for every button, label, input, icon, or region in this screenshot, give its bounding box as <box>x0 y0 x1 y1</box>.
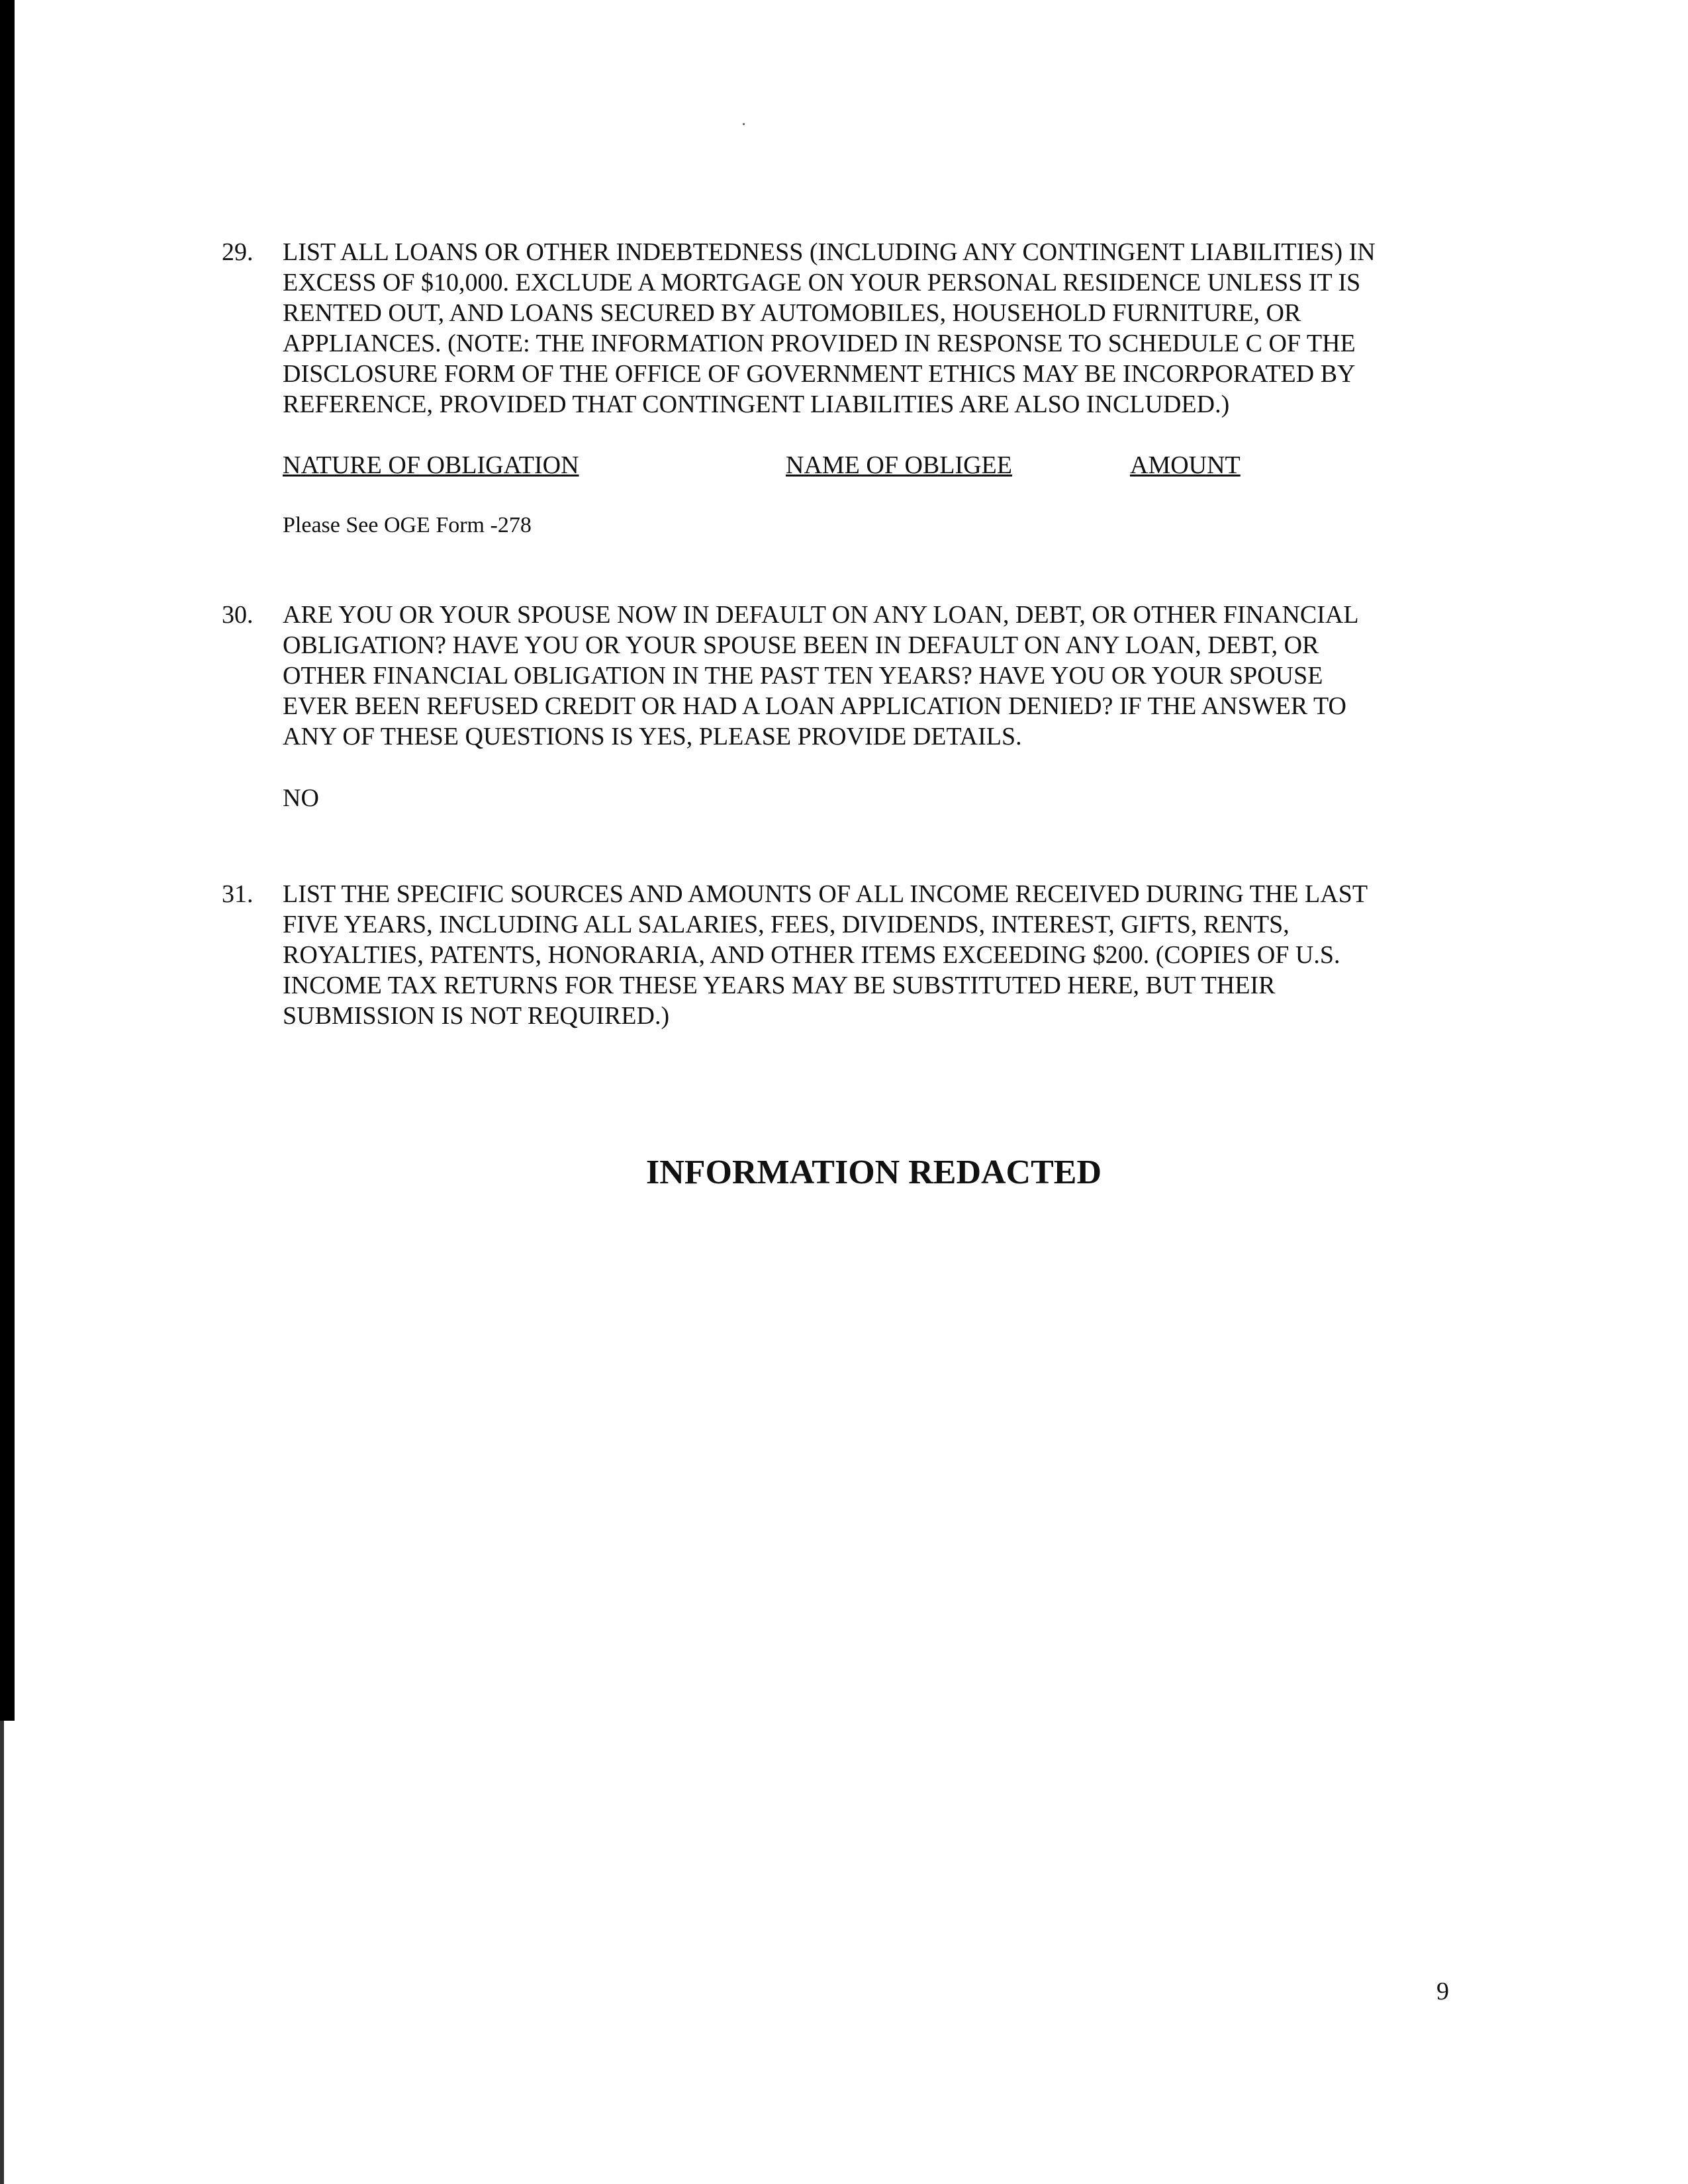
question-line: OTHER FINANCIAL OBLIGATION IN THE PAST TEN YEARS? HAVE YOU OR YOUR SPOUSE <box>283 662 1323 690</box>
question-line: SUBMISSION IS NOT REQUIRED.) <box>283 1002 670 1030</box>
question-text <box>283 600 1461 752</box>
column-header-nature-of-obligation: NATURE OF OBLIGATION <box>283 451 579 479</box>
question-line: EVER BEEN REFUSED CREDIT OR HAD A LOAN APPLICATION DENIED? IF THE ANSWER TO <box>283 692 1346 720</box>
scan-border-edge <box>0 0 15 1721</box>
obligation-column-headers <box>283 450 1342 480</box>
scan-border-edge-lower <box>0 1721 4 2184</box>
question-line: APPLIANCES. (NOTE: THE INFORMATION PROVIDED IN RESPONSE TO SCHEDULE C OF THE <box>283 330 1356 357</box>
page-number: 9 <box>1436 1978 1449 2005</box>
question-line: OBLIGATION? HAVE YOU OR YOUR SPOUSE BEEN IN DEFAULT ON ANY LOAN, DEBT, OR <box>283 631 1319 659</box>
question-number: 29. <box>222 238 254 266</box>
column-header-amount: AMOUNT <box>1130 451 1241 479</box>
question-line: RENTED OUT, AND LOANS SECURED BY AUTOMOBILES, HOUSEHOLD FURNITURE, OR <box>283 299 1301 327</box>
answer-29: Please See OGE Form -278 <box>283 513 532 537</box>
question-line: EXCESS OF $10,000. EXCLUDE A MORTGAGE ON YOUR PERSONAL RESIDENCE UNLESS IT IS <box>283 269 1361 296</box>
scan-speck <box>743 123 745 125</box>
question-line: DISCLOSURE FORM OF THE OFFICE OF GOVERNMENT ETHICS MAY BE INCORPORATED BY <box>283 360 1356 388</box>
question-line: FIVE YEARS, INCLUDING ALL SALARIES, FEES, DIVIDENDS, INTEREST, GIFTS, RENTS, <box>283 911 1289 938</box>
question-line: REFERENCE, PROVIDED THAT CONTINGENT LIABILITIES ARE ALSO INCLUDED.) <box>283 390 1230 418</box>
question-line: ARE YOU OR YOUR SPOUSE NOW IN DEFAULT ON ANY LOAN, DEBT, OR OTHER FINANCIAL <box>283 601 1359 629</box>
question-text <box>283 237 1461 420</box>
question-line: INCOME TAX RETURNS FOR THESE YEARS MAY BE SUBSTITUTED HERE, BUT THEIR <box>283 972 1276 999</box>
question-line: LIST THE SPECIFIC SOURCES AND AMOUNTS OF ALL INCOME RECEIVED DURING THE LAST <box>283 880 1368 908</box>
column-header-name-of-obligee: NAME OF OBLIGEE <box>786 451 1012 479</box>
question-line: ANY OF THESE QUESTIONS IS YES, PLEASE PROVIDE DETAILS. <box>283 723 1022 751</box>
answer-30: NO <box>283 784 319 812</box>
question-line: ROYALTIES, PATENTS, HONORARIA, AND OTHER ITEMS EXCEEDING $200. (COPIES OF U.S. <box>283 941 1340 969</box>
question-line: LIST ALL LOANS OR OTHER INDEBTEDNESS (INCLUDING ANY CONTINGENT LIABILITIES) IN <box>283 238 1376 266</box>
question-number: 30. <box>222 601 254 629</box>
question-text <box>283 879 1461 1031</box>
question-number: 31. <box>222 880 254 908</box>
redaction-notice: INFORMATION REDACTED <box>645 1154 1102 1191</box>
